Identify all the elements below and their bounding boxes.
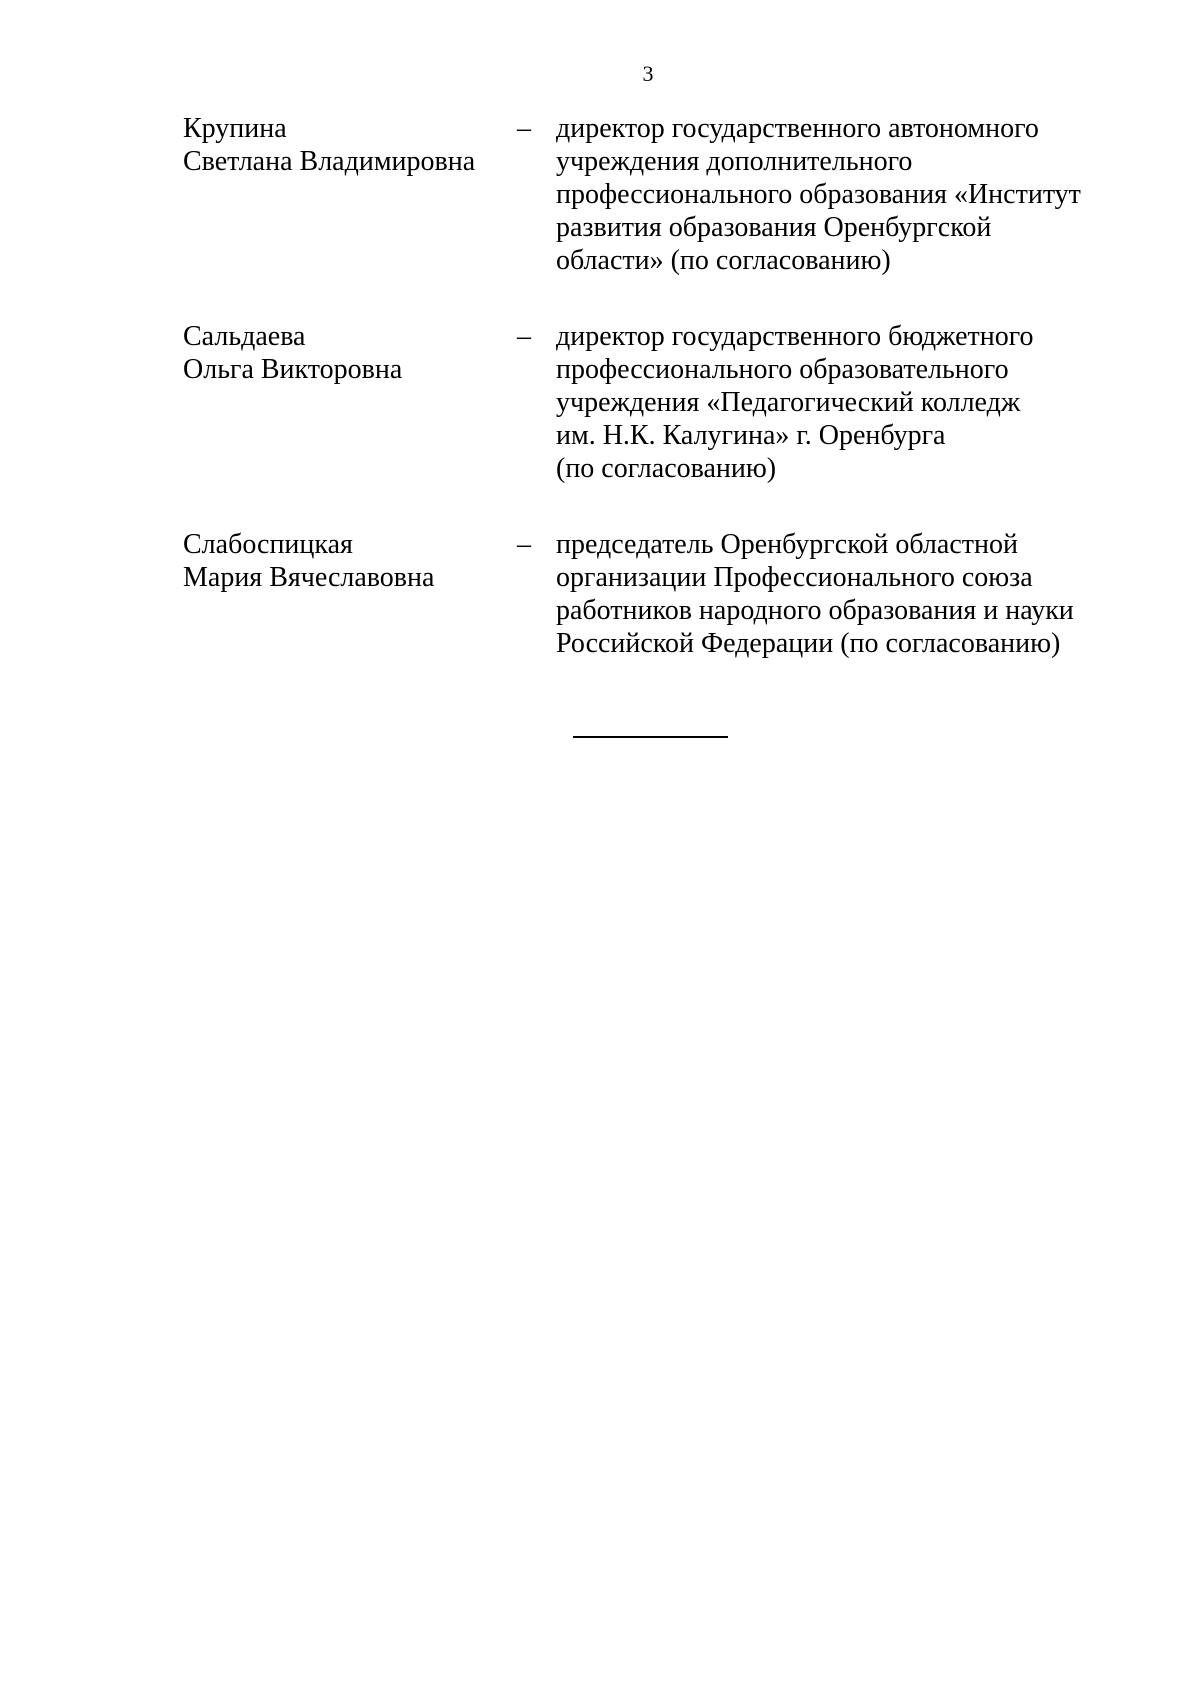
- member-given-names: Светлана Владимировна: [183, 146, 476, 177]
- member-role-line: учреждения дополнительного: [556, 146, 913, 177]
- member-role-line: директор государственного бюджетного: [556, 321, 1034, 352]
- member-entry: [183, 528, 1123, 660]
- member-role-line: председатель Оренбургской областной: [556, 529, 1018, 560]
- member-role-line: (по согласованию): [556, 453, 777, 484]
- member-given-names: Мария Вячеславовна: [183, 562, 435, 593]
- member-name: [183, 112, 513, 178]
- member-role: [556, 112, 1116, 277]
- member-given-names: Ольга Викторовна: [183, 354, 403, 385]
- member-dash: –: [517, 113, 531, 144]
- member-list: [183, 112, 1123, 703]
- member-role-line: организации Профессионального союза: [556, 562, 1033, 593]
- member-role-line: области» (по согласованию): [556, 245, 891, 276]
- member-role-line: профессионального образовательного: [556, 354, 1009, 385]
- member-role: [556, 528, 1116, 660]
- member-surname: Слабоспицкая: [183, 529, 353, 560]
- page-number: 3: [642, 61, 654, 86]
- member-role-line: учреждения «Педагогический колледж: [556, 387, 1021, 418]
- member-role-line: работников народного образования и науки: [556, 595, 1074, 626]
- member-role-line: директор государственного автономного: [556, 113, 1039, 144]
- end-of-list-rule: [573, 736, 728, 738]
- member-surname: Крупина: [183, 113, 287, 144]
- member-dash: –: [517, 529, 531, 560]
- member-role: [556, 320, 1116, 485]
- member-role-line: им. Н.К. Калугина» г. Оренбурга: [556, 420, 946, 451]
- member-name: [183, 320, 513, 386]
- member-name: [183, 528, 513, 594]
- member-entry: [183, 112, 1123, 277]
- member-entry: [183, 320, 1123, 485]
- member-role-line: Российской Федерации (по согласованию): [556, 628, 1061, 659]
- member-dash: –: [517, 321, 531, 352]
- member-role-line: профессионального образования «Институт: [556, 179, 1081, 210]
- member-role-line: развития образования Оренбургской: [556, 212, 992, 243]
- member-surname: Сальдаева: [183, 321, 306, 352]
